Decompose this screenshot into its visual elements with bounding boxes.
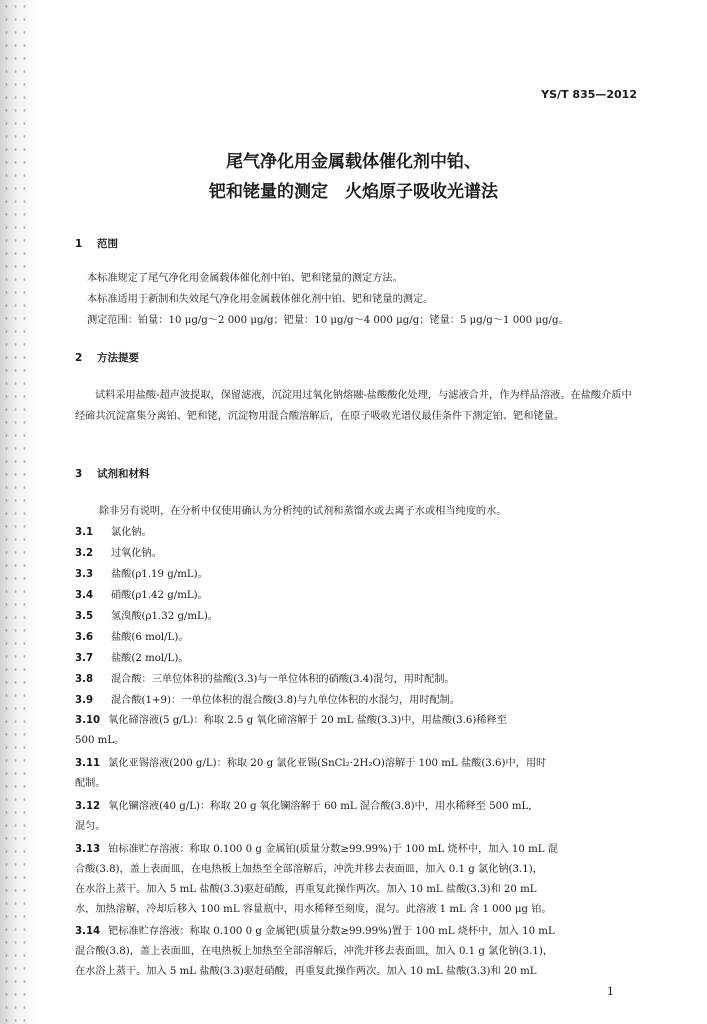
document-title-line-1: 尾气净化用金属载体催化剂中铂、: [226, 152, 481, 172]
item-text-line: 钯标准贮存溶液：称取 0.100 0 g 金属钯(质量分数≥99.99%)置于 100 mL 烧杯中，加入 10 mL: [108, 926, 555, 937]
list-item: [75, 606, 637, 627]
section-title: 方法提要: [97, 352, 139, 364]
item-text: 盐酸(6 mol/L)。: [111, 632, 189, 643]
item-text: 氢溴酸(ρ1.32 g/mL)。: [111, 611, 218, 622]
item-continuation: 配制。: [75, 778, 106, 789]
item-number: 3.12: [75, 801, 101, 812]
item-number: 3.9: [75, 695, 94, 706]
item-text: 过氧化钠。: [111, 548, 162, 559]
item-number: 3.14: [75, 926, 101, 937]
item-number: 3.8: [75, 674, 94, 685]
list-item: [75, 522, 637, 543]
paragraph: 测定范围：铂量：10 μg/g～2 000 μg/g；钯量：10 μg/g～4 000 μg/g；铑量：5 μg/g～1 000 μg/g。: [87, 315, 569, 326]
section-heading: [75, 350, 139, 365]
list-item: [75, 648, 637, 669]
item-number: 3.2: [75, 548, 94, 559]
list-item: [75, 922, 637, 942]
section-heading: [75, 236, 118, 251]
item-number: 3.4: [75, 590, 94, 601]
list-item: [75, 543, 637, 564]
item-number: 3.7: [75, 653, 94, 664]
item-text: 盐酸(2 mol/L)。: [111, 653, 189, 664]
item-text-line: 氧化镧溶液(40 g/L)：称取 20 g 氧化镧溶解于 60 mL 混合酸(3.8)中，用水稀释至 500 mL，: [108, 801, 539, 812]
item-text-line: 氯化亚锡溶液(200 g/L)：称取 20 g 氯化亚锡(SnCl₂·2H₂O)溶解于 100 mL 盐酸(3.6)中，用时: [108, 758, 547, 769]
list-item: [75, 690, 637, 711]
list-item: [75, 711, 637, 731]
section-heading: [75, 466, 150, 481]
section-number: 1: [75, 238, 83, 250]
item-text: 混合酸：三单位体积的盐酸(3.3)与一单位体积的硝酸(3.4)混匀，用时配制。: [111, 674, 455, 685]
item-text-line: 铂标准贮存溶液：称取 0.100 0 g 金属铂(质量分数≥99.99%)于 100 mL 烧杯中，加入 10 mL 混: [108, 844, 558, 855]
item-number: 3.5: [75, 611, 94, 622]
item-continuation: 水，加热溶解，冷却后移入 100 mL 容量瓶中，用水稀释至刻度，混匀。此溶液 1 mL 含 1 000 μg 铂。: [75, 904, 552, 915]
standard-number: YS/T 835—2012: [541, 88, 637, 101]
item-continuation: 混匀。: [75, 821, 106, 832]
list-item: [75, 564, 637, 585]
item-number: 3.3: [75, 569, 94, 580]
list-item: [75, 669, 637, 690]
item-continuation: 混合酸(3.8)，盖上表面皿，在电热板上加热至全部溶解后，冲洗并移去表面皿，加入 0.1 g 氯化钠(3.1)，: [75, 946, 554, 957]
item-continuation: 在水浴上蒸干。加入 5 mL 盐酸(3.3)驱赶硝酸，再重复此操作两次。加入 10 mL 盐酸(3.3)和 20 mL: [75, 884, 537, 895]
item-text-line: 氧化碲溶液(5 g/L)：称取 2.5 g 氧化碲溶解于 20 mL 盐酸(3.3)中，用盐酸(3.6)稀释至: [108, 715, 507, 726]
section-title: 范围: [97, 238, 118, 250]
item-number: 3.1: [75, 527, 94, 538]
document-title-line-2: 钯和铑量的测定 火焰原子吸收光谱法: [209, 182, 498, 202]
item-text: 氯化钠。: [111, 527, 152, 538]
item-number: 3.11: [75, 758, 101, 769]
paragraph: 本标准适用于新制和失效尾气净化用金属载体催化剂中铂、钯和铑量的测定。: [87, 294, 434, 305]
list-item: [75, 754, 637, 774]
item-continuation: 合酸(3.8)，盖上表面皿，在电热板上加热至全部溶解后，冲洗并移去表面皿，加入 0.1 g 氯化钠(3.1)，: [75, 864, 543, 875]
section-title: 试剂和材料: [97, 468, 150, 480]
list-item: [75, 840, 637, 860]
item-continuation: 500 mL。: [75, 735, 125, 746]
item-text: 盐酸(ρ1.19 g/mL)。: [111, 569, 208, 580]
list-item: [75, 627, 637, 648]
section-number: 2: [75, 352, 83, 364]
item-text: 硝酸(ρ1.42 g/mL)。: [111, 590, 208, 601]
list-item: [75, 797, 637, 817]
paragraph: 本标准规定了尾气净化用金属载体催化剂中铂、钯和铑量的测定方法。: [87, 273, 403, 284]
page-number: 1: [607, 985, 614, 998]
item-text: 混合酸(1+9)：一单位体积的混合酸(3.8)与九单位体积的水混匀，用时配制。: [111, 695, 461, 706]
paragraph: 除非另有说明，在分析中仅使用确认为分析纯的试剂和蒸馏水或去离子水或相当纯度的水。: [99, 506, 507, 517]
paragraph: 试料采用盐酸-超声波提取，保留滤液，沉淀用过氧化钠熔融-盐酸酸化处理，与滤液合并，作为样品溶液。在盐酸介质中经碲共沉淀富集分离铂、钯和铑，沉淀物用混合酸溶解后，在原子吸收光谱仪最佳条件下测定铂、钯和铑量。: [75, 390, 632, 422]
item-number: 3.10: [75, 715, 101, 726]
list-item: [75, 585, 637, 606]
section-number: 3: [75, 468, 83, 480]
item-continuation: 在水浴上蒸干。加入 5 mL 盐酸(3.3)驱赶硝酸，再重复此操作两次。加入 10 mL 盐酸(3.3)和 20 mL: [75, 966, 537, 977]
item-number: 3.6: [75, 632, 94, 643]
item-number: 3.13: [75, 844, 101, 855]
